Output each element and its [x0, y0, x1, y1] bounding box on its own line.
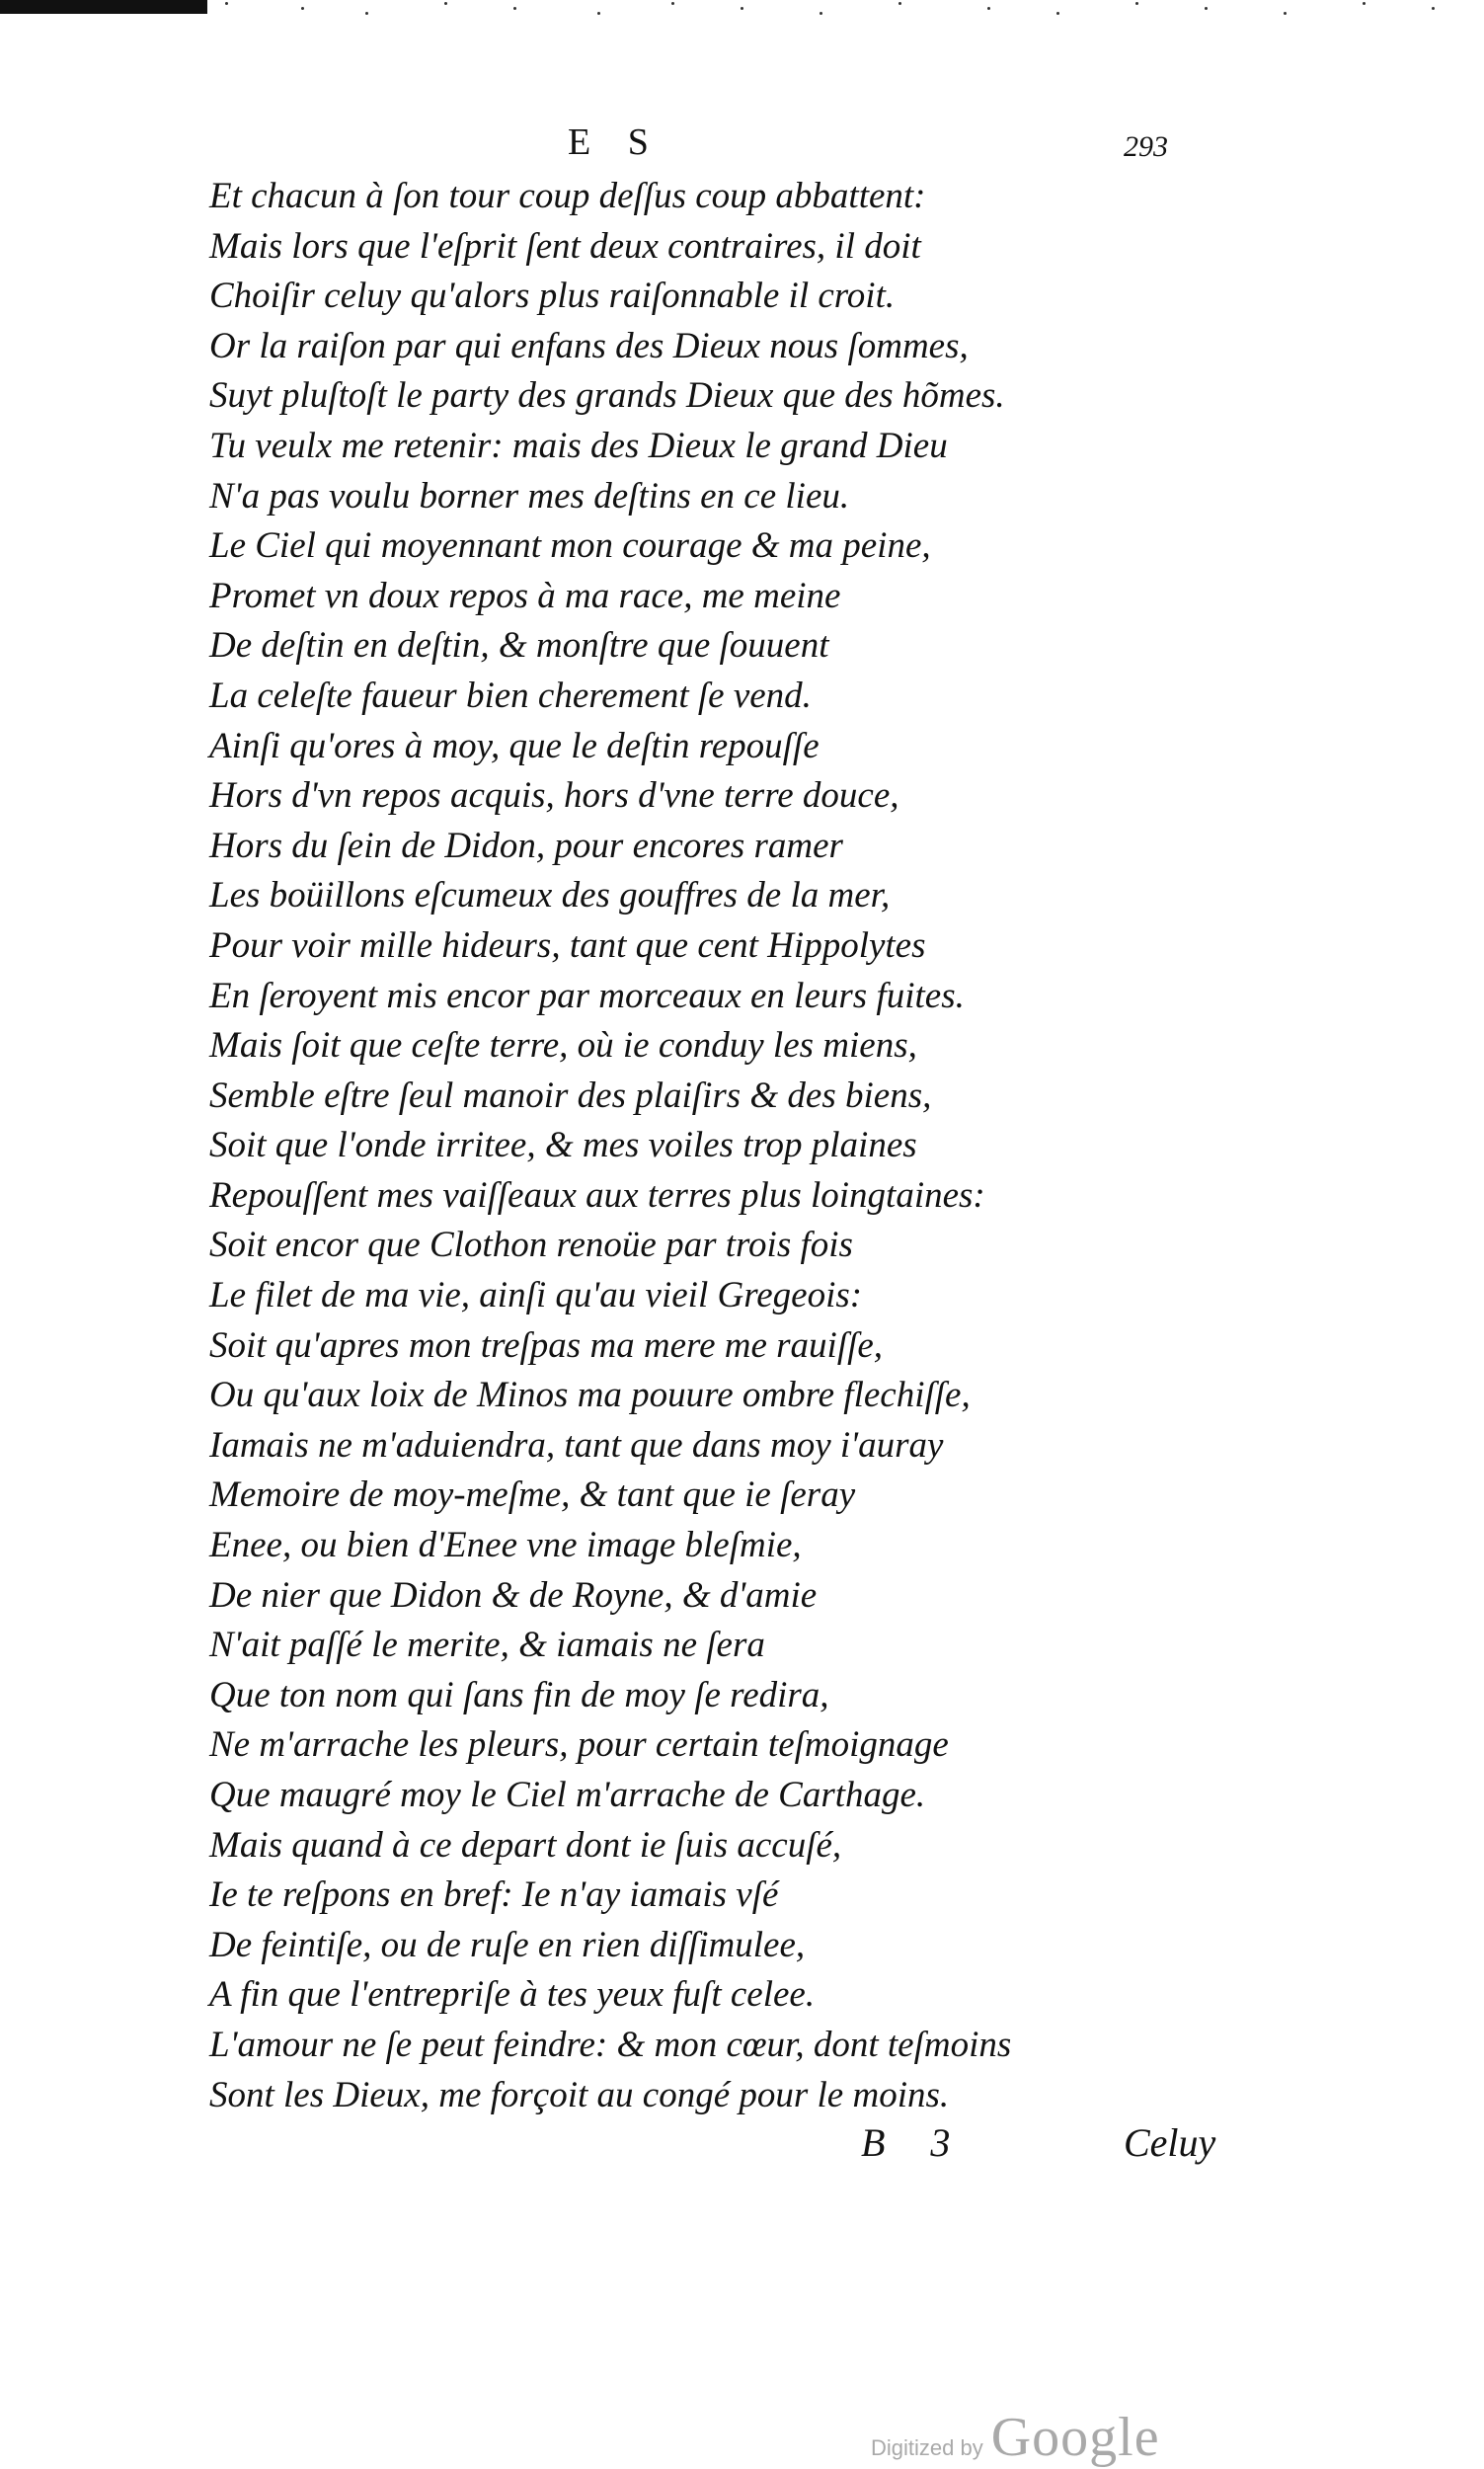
verse-line: Tu veulx me retenir: mais des Dieux le grand Dieu	[209, 425, 948, 466]
verse-line: Enee, ou bien d'Enee vne image bleſmie,	[209, 1525, 802, 1566]
printer-signature: B 3	[861, 2120, 969, 2165]
google-logo: Google	[990, 2407, 1160, 2468]
verse-line: Pour voir mille hideurs, tant que cent Hippolytes	[209, 924, 926, 966]
verse-line: Le filet de ma vie, ainſi qu'au vieil Gregeois:	[209, 1275, 863, 1316]
scan-speck	[1363, 2, 1366, 5]
verse-line: Que ton nom qui ſans fin de moy ſe redira,	[209, 1674, 829, 1715]
scan-speck	[898, 2, 901, 5]
verse-line: Or la raiſon par qui enfans des Dieux nous ſommes,	[209, 325, 969, 366]
verse-line: Hors d'vn repos acquis, hors d'vne terre douce,	[209, 775, 899, 817]
verse-line: L'amour ne ſe peut feindre: & mon cœur, dont teſmoins	[209, 2024, 1012, 2065]
verse-line: Ou qu'aux loix de Minos ma pouure ombre flechiſſe,	[209, 1375, 971, 1416]
scan-speck	[987, 7, 990, 10]
scan-speck	[597, 12, 600, 15]
verse-line: Iamais ne m'aduiendra, tant que dans moy i'auray	[209, 1424, 944, 1466]
verse-line: Sont les Dieux, me forçoit au congé pour le moins.	[209, 2074, 950, 2115]
verse-line: Promet vn doux repos à ma race, me meine	[209, 575, 841, 616]
verse-line: Les boüillons eſcumeux des gouffres de la mer,	[209, 875, 891, 916]
verse-line: Le Ciel qui moyennant mon courage & ma peine,	[209, 525, 931, 567]
verse-line: Ainſi qu'ores à moy, que le deſtin repouſſe	[209, 725, 820, 766]
page-number: 293	[1124, 130, 1168, 163]
scan-speck	[1056, 12, 1059, 15]
verse-line: Que maugré moy le Ciel m'arrache de Carthage.	[209, 1775, 926, 1815]
scan-speck	[1135, 2, 1138, 5]
verse-line: Mais lors que l'eſprit ſent deux contraires, il doit	[209, 225, 921, 267]
digitizer-watermark	[871, 2406, 1160, 2468]
verse-line: Soit qu'apres mon treſpas ma mere me rauiſſe,	[209, 1324, 884, 1366]
scan-speck	[444, 2, 447, 5]
verse-line: Ie te reſpons en bref: Ie n'ay iamais vſé	[209, 1874, 779, 1916]
verse-line: Soit que l'onde irritee, & mes voiles trop plaines	[209, 1125, 917, 1166]
page-header	[0, 117, 1484, 176]
verse-line: La celeſte faueur bien cherement ſe vend.	[209, 675, 812, 716]
scan-speck	[1205, 7, 1208, 10]
scan-speck	[365, 12, 368, 15]
verse-line: Repouſſent mes vaiſſeaux aux terres plus loingtaines:	[209, 1174, 985, 1216]
verse-line: N'ait paſſé le merite, & iamais ne ſera	[209, 1625, 765, 1666]
verse-line: En ſeroyent mis encor par morceaux en leurs fuites.	[209, 975, 965, 1016]
verse-line: De feintiſe, ou de ruſe en rien diſſimulee,	[209, 1924, 806, 1965]
verse-line: Hors du ſein de Didon, pour encores ramer	[209, 825, 843, 866]
page-footer	[0, 2119, 1484, 2179]
scan-speck	[671, 2, 674, 5]
running-head: E S	[568, 121, 663, 163]
verse-line: Soit encor que Clothon renoüe par trois fois	[209, 1225, 853, 1266]
verse-line: Ne m'arrache les pleurs, pour certain teſmoignage	[209, 1724, 949, 1766]
scan-speck	[820, 12, 822, 15]
catchword: Celuy	[1124, 2120, 1216, 2165]
verse-line: De deſtin en deſtin, & monſtre que ſouuent	[209, 625, 829, 667]
verse-line: A fin que l'entrepriſe à tes yeux fuſt celee.	[209, 1974, 816, 2016]
verse-line: Choiſir celuy qu'alors plus raiſonnable il croit.	[209, 276, 896, 317]
verse-line: Memoire de moy-meſme, & tant que ie ſeray	[209, 1474, 856, 1516]
scan-speck	[225, 2, 228, 5]
scan-top-specks	[207, 2, 1481, 24]
verse-line: Mais quand à ce depart dont ie ſuis accuſé,	[209, 1824, 842, 1866]
scan-speck	[1284, 12, 1287, 15]
verse-line: Mais ſoit que ceſte terre, où ie conduy les miens,	[209, 1025, 917, 1067]
scan-speck	[1432, 7, 1435, 10]
scan-speck	[741, 7, 743, 10]
verse-line: Suyt pluſtoſt le party des grands Dieux que des hõmes.	[209, 375, 1005, 417]
verse-line: Et chacun à ſon tour coup deſſus coup abbattent:	[209, 176, 926, 216]
verse-block	[209, 172, 1315, 2120]
scan-speck	[301, 7, 304, 10]
verse-line: Semble eſtre ſeul manoir des plaiſirs & des biens,	[209, 1075, 932, 1116]
scan-top-edge	[0, 0, 207, 14]
verse-line: N'a pas voulu borner mes deſtins en ce lieu.	[209, 475, 850, 517]
scan-speck	[513, 7, 516, 10]
verse-line: De nier que Didon & de Royne, & d'amie	[209, 1574, 818, 1616]
watermark-prefix: Digitized by	[871, 2435, 983, 2460]
